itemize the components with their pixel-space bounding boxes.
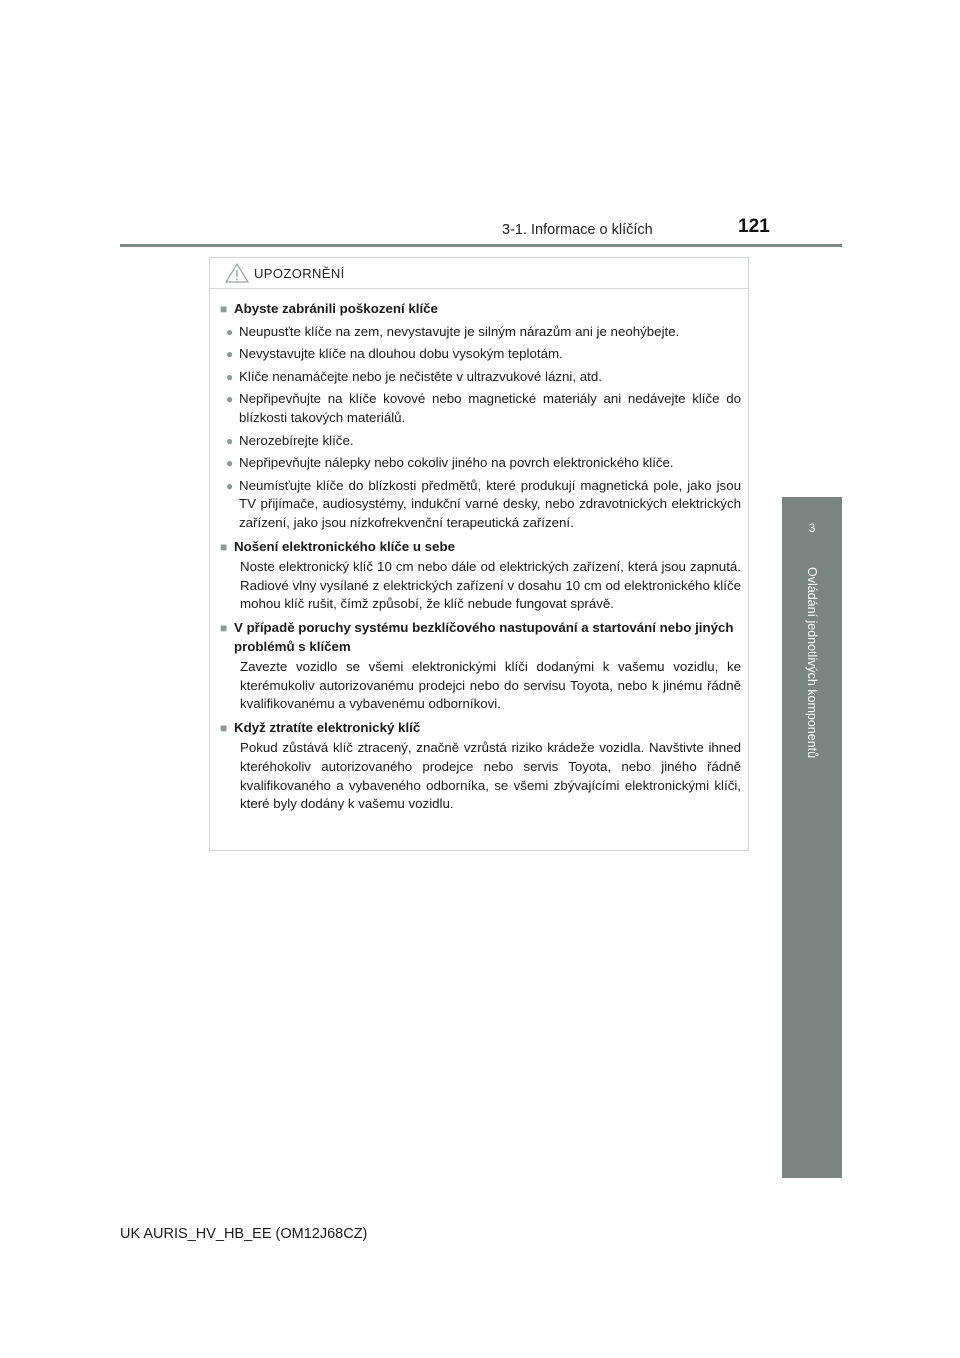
round-bullet-icon: ● — [226, 478, 234, 493]
section-heading-text: Abyste zabránili poškození klíče — [234, 301, 438, 316]
chapter-title: Ovládání jednotlivých komponentů — [805, 567, 819, 759]
section-heading — [220, 719, 741, 738]
list-item-text: Nepřipevňujte na klíče kovové nebo magnetické materiály ani nedávejte klíče do blízkosti takových materiálů. — [239, 391, 741, 425]
square-bullet-icon: ■ — [220, 620, 228, 635]
warning-triangle-icon — [224, 262, 250, 284]
list-item-text: Klíče nenamáčejte nebo je nečistěte v ultrazvukové lázni, atd. — [239, 368, 602, 384]
list-item-text: Neumísťujte klíče do blízkosti předmětů, které produkují magnetická pole, jako jsou TV přijímače, audiosystémy, indukční varné desky, nebo zdravotnických elektrických zařízení, jako jsou nízkofrekvenční terapeutická zařízení. — [239, 477, 741, 530]
square-bullet-icon: ■ — [220, 539, 228, 554]
caution-section — [220, 719, 741, 814]
round-bullet-icon: ● — [226, 433, 234, 448]
section-paragraph: Zavezte vozidlo se všemi elektronickými klíči dodanými k vašemu vozidlu, ke kterémukoliv autorizovanému prodejci nebo do servisu Toyota, nebo k jinému řádně kvalifikovanému a vybavenému odborníkovi. — [240, 659, 741, 712]
list-item — [226, 390, 741, 427]
list-item — [226, 432, 741, 451]
chapter-tab — [782, 497, 842, 558]
round-bullet-icon: ● — [226, 369, 234, 384]
list-item — [226, 323, 741, 342]
round-bullet-icon: ● — [226, 392, 234, 407]
list-item — [226, 454, 741, 473]
section-heading-text: V případě poruchy systému bezklíčového nastupování a startování nebo jiných problémů s klíčem — [234, 619, 734, 654]
section-heading — [220, 619, 741, 656]
caution-body — [210, 289, 748, 814]
chapter-number: 3 — [808, 520, 816, 535]
square-bullet-icon: ■ — [220, 720, 228, 735]
section-paragraph: Noste elektronický klíč 10 cm nebo dále od elektrických zařízení, která jsou zapnutá. Radiové vlny vysílané z elektrických zařízení v dosahu 10 cm od elektronického klíče mohou klíč rušit, čímž způsobí, že klíč nebude fungovat správě. — [240, 559, 741, 612]
header-section-title: 3-1. Informace o klíčích — [502, 222, 653, 238]
header-rule — [120, 244, 842, 247]
round-bullet-icon: ● — [226, 456, 234, 471]
round-bullet-icon: ● — [226, 324, 234, 339]
list-item — [226, 368, 741, 387]
list-item — [226, 477, 741, 533]
section-heading-text: Nošení elektronického klíče u sebe — [234, 538, 455, 554]
caution-box — [209, 257, 749, 851]
footer-model-code: UK AURIS_HV_HB_EE (OM12J68CZ) — [120, 1226, 368, 1242]
round-bullet-icon: ● — [226, 347, 234, 362]
section-heading-text: Když ztratíte elektronický klíč — [234, 719, 421, 735]
section-paragraph: Pokud zůstává klíč ztracený, značně vzrůstá riziko krádeže vozidla. Navštivte ihned kteréhokoliv autorizovaného prodejce nebo servis Toyota, nebo jiného řádně kvalifikovaného a vybaveného odborníka, se všemi zbývajícími elektronickými klíči, které byly dodány k vašemu vozidlu. — [240, 740, 741, 812]
list-item-text: Nerozebírejte klíče. — [239, 432, 354, 448]
list-item-text: Nevystavujte klíče na dlouhou dobu vysokým teplotám. — [239, 346, 563, 362]
caution-section — [220, 538, 741, 614]
list-item-text: Nepřipevňujte nálepky nebo cokoliv jiného na povrch elektronického klíče. — [239, 455, 674, 471]
page-number: 121 — [738, 216, 770, 237]
list-item-text: Neupusťte klíče na zem, nevystavujte je silným nárazům ani je neohýbejte. — [239, 323, 680, 339]
caution-header — [210, 258, 748, 289]
caution-section — [220, 619, 741, 714]
list-item — [226, 345, 741, 364]
section-heading — [220, 300, 741, 319]
caution-section — [220, 300, 741, 533]
section-heading — [220, 538, 741, 557]
square-bullet-icon: ■ — [220, 302, 228, 316]
caution-title: UPOZORNĚNÍ — [254, 265, 345, 281]
